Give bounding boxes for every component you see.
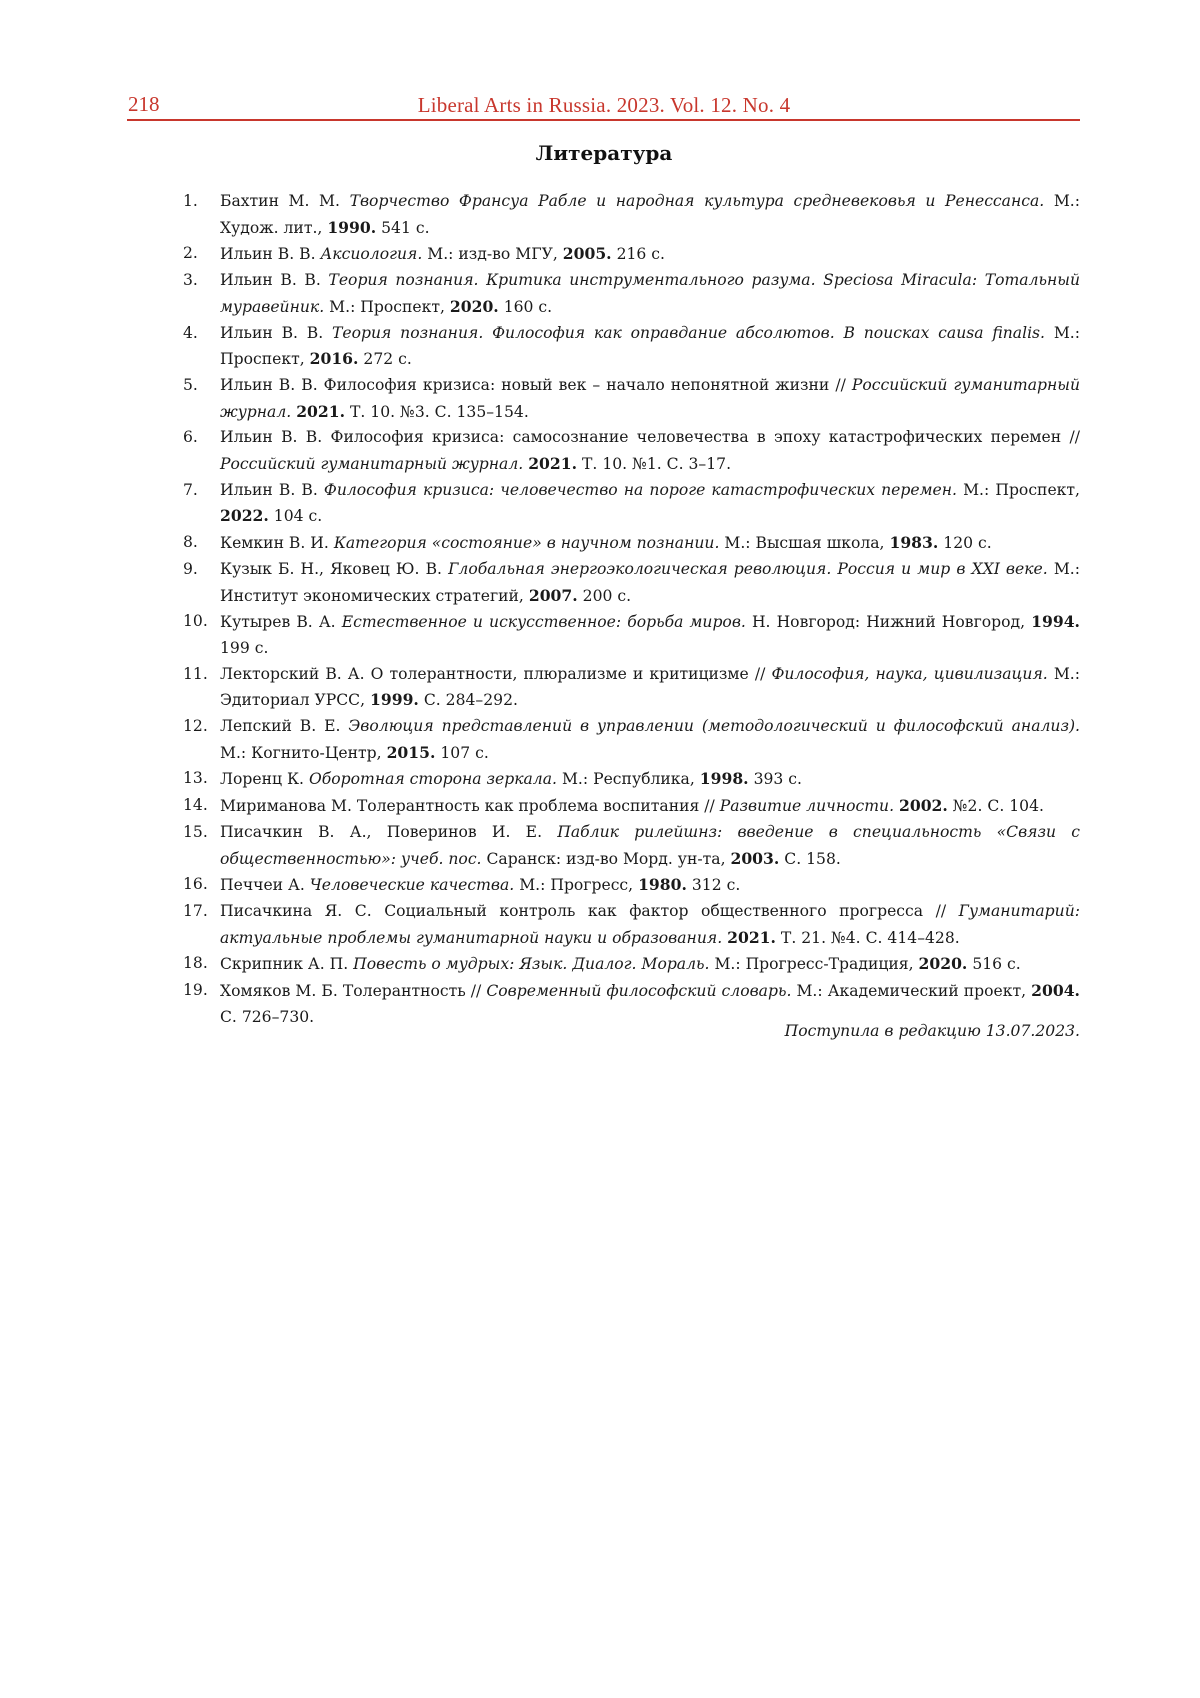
reference-item — [183, 714, 1080, 766]
reference-title: Теория познания. Критика инструментального разума. Speciosa Miracula: Тотальный муравейник. — [220, 271, 1080, 316]
reference-year: 1994. — [1031, 612, 1080, 632]
reference-year: 1999. — [370, 690, 419, 710]
reference-item — [183, 241, 1080, 268]
reference-year: 2004. — [1031, 981, 1080, 1001]
reference-text: 272 с. — [358, 350, 412, 369]
reference-text: М.: Прогресс-Традиция, — [709, 955, 919, 974]
reference-title: Российский гуманитарный журнал. — [220, 455, 524, 474]
reference-number: 14. — [183, 796, 208, 815]
reference-text: Лепский В. Е. — [220, 717, 349, 736]
reference-text: М.: Институт экономических стратегий, — [220, 559, 1081, 605]
reference-year: 2020. — [918, 954, 968, 974]
reference-text: С. 158. — [779, 849, 841, 868]
reference-text: Писачкин В. А., Поверинов И. Е. — [220, 822, 558, 841]
reference-item — [183, 189, 1080, 241]
reference-item — [183, 425, 1080, 477]
reference-text: М.: Проспект, — [220, 323, 1080, 369]
reference-title: Категория «состояние» в научном познании. — [333, 534, 720, 553]
reference-year: 1980. — [638, 875, 687, 895]
reference-number: 5. — [183, 375, 198, 394]
reference-year: 2015. — [386, 742, 436, 762]
reference-text: Ильин В. В. — [220, 245, 321, 264]
reference-text: М.: Когнито-Центр, — [220, 743, 387, 762]
reference-text: М.: Республика, — [557, 770, 700, 789]
reference-number: 16. — [183, 875, 208, 894]
page-number: 218 — [128, 92, 160, 116]
reference-text: 104 с. — [268, 507, 323, 526]
reference-text: 107 с. — [435, 743, 489, 762]
reference-text: Лоренц К. — [220, 770, 309, 789]
reference-text: 216 с. — [611, 245, 665, 264]
reference-year: 1998. — [699, 769, 749, 789]
reference-item — [183, 478, 1080, 530]
reference-item — [183, 899, 1080, 951]
reference-text: Мириманова М. Толерантность как проблема воспитания // — [220, 797, 720, 816]
reference-year: 2021. — [727, 927, 776, 947]
reference-text: Лекторский В. А. О толерантности, плюрализме и критицизме // — [220, 664, 772, 683]
reference-item — [183, 662, 1080, 714]
journal-running-head: Liberal Arts in Russia. 2023. Vol. 12. No. 4 — [417, 93, 791, 117]
reference-text: Хомяков М. Б. Толерантность // — [220, 982, 487, 1001]
reference-text: М.: Проспект, — [957, 480, 1080, 499]
reference-item — [183, 951, 1080, 978]
reference-item — [183, 793, 1080, 820]
reference-text: М.: Высшая школа, — [719, 534, 890, 553]
reference-number: 6. — [183, 428, 198, 447]
reference-title: Философия кризиса: человечество на пороге катастрофических перемен. — [323, 480, 957, 499]
reference-text: М.: Прогресс, — [514, 876, 639, 895]
reference-title: Аксиология. — [320, 245, 423, 264]
reference-text: 516 с. — [967, 955, 1021, 974]
reference-text: Бахтин М. М. — [220, 192, 350, 210]
reference-text: Ильин В. В. Философия кризиса: самосознание человечества в эпоху катастрофических перемен // — [220, 428, 1080, 447]
reference-number: 3. — [183, 271, 198, 290]
reference-text: Ильин В. В. — [220, 271, 329, 290]
reference-title: Повесть о мудрых: Язык. Диалог. Мораль. — [353, 955, 710, 974]
reference-text: Кемкин В. И. — [220, 534, 334, 553]
reference-item — [183, 872, 1080, 899]
reference-text: 160 с. — [498, 297, 553, 316]
reference-text: Кутырев В. А. — [220, 613, 342, 632]
reference-item — [183, 766, 1080, 793]
reference-year: 2020. — [449, 296, 499, 316]
reference-number: 8. — [183, 533, 198, 552]
reference-text: 393 с. — [748, 770, 802, 789]
reference-number: 12. — [183, 717, 208, 736]
header-divider — [127, 119, 1080, 121]
reference-number: 19. — [183, 981, 208, 1000]
reference-number: 1. — [183, 192, 198, 210]
reference-text: М.: Эдиториал УРСС, — [220, 664, 1080, 710]
reference-year: 2007. — [528, 585, 578, 605]
reference-text: Ильин В. В. — [220, 480, 324, 499]
reference-year: 2003. — [730, 848, 780, 868]
reference-title: Российский гуманитарный журнал. — [220, 375, 1080, 421]
reference-title: Современный философский словарь. — [486, 982, 792, 1001]
reference-text: Т. 10. №1. С. 3–17. — [577, 455, 732, 474]
reference-item — [183, 530, 1080, 557]
reference-text: М.: Академический проект, — [791, 982, 1032, 1001]
reference-number: 4. — [183, 323, 198, 342]
reference-title: Творчество Франсуа Рабле и народная культура средневековья и Ренессанса. — [349, 192, 1045, 210]
reference-text: 541 с. — [376, 218, 430, 237]
reference-title: Развитие личности. — [719, 797, 895, 816]
reference-text: М.: изд-во МГУ, — [422, 245, 563, 264]
reference-year: 2021. — [296, 401, 346, 421]
reference-title: Оборотная сторона зеркала. — [308, 770, 557, 789]
reference-text: С. 726–730. — [220, 1007, 315, 1026]
reference-text: 312 с. — [686, 876, 741, 895]
reference-item — [183, 373, 1080, 425]
reference-text: №2. С. 104. — [947, 797, 1044, 816]
section-title: Литература — [535, 141, 673, 165]
reference-number: 17. — [183, 901, 208, 920]
reference-number: 11. — [183, 664, 208, 683]
reference-list — [183, 189, 1080, 1031]
received-date-note: Поступила в редакцию 13.07.2023. — [784, 1022, 1080, 1040]
reference-text: М.: Худож. лит., — [220, 192, 1080, 237]
reference-title: Философия, наука, цивилизация. — [771, 664, 1048, 683]
reference-title: Паблик рилейшнз: введение в специальность «Связи с общественностью»: учеб. пос. — [220, 822, 1080, 868]
reference-text: Н. Новгород: Нижний Новгород, — [745, 613, 1032, 632]
reference-text: Скрипник А. П. — [220, 955, 354, 974]
reference-text: 200 с. — [577, 586, 632, 605]
reference-year: 2021. — [528, 454, 578, 474]
reference-item — [183, 321, 1080, 373]
reference-title: Эволюция представлений в управлении (методологический и философский анализ). — [348, 717, 1081, 736]
reference-text: С. 284–292. — [418, 691, 518, 710]
reference-text: М.: Проспект, — [324, 297, 450, 316]
reference-text: Писачкина Я. С. Социальный контроль как фактор общественного прогресса // — [220, 901, 959, 920]
reference-title: Гуманитарий: актуальные проблемы гуманитарной науки и образования. — [220, 901, 1080, 947]
reference-item — [183, 268, 1080, 320]
reference-text: Ильин В. В. Философия кризиса: новый век – начало непонятной жизни // — [220, 375, 852, 394]
reference-year: 2005. — [562, 244, 612, 264]
reference-year: 2016. — [309, 349, 359, 369]
reference-year: 2022. — [220, 506, 269, 526]
reference-text: 199 с. — [220, 638, 269, 657]
reference-title: Естественное и искусственное: борьба миров. — [341, 613, 746, 632]
reference-title: Глобальная энергоэкологическая революция. Россия и мир в XXI веке. — [448, 559, 1048, 578]
reference-title: Теория познания. Философия как оправдание абсолютов. В поисках causa finalis. — [332, 323, 1046, 342]
reference-text: Кузык Б. Н., Яковец Ю. В. — [220, 559, 449, 578]
reference-text: Т. 21. №4. С. 414–428. — [775, 928, 960, 947]
reference-text: Т. 10. №3. С. 135–154. — [345, 402, 529, 421]
reference-text: Ильин В. В. — [220, 323, 333, 342]
reference-year: 1990. — [327, 217, 377, 237]
reference-text: Печчеи А. — [220, 876, 310, 895]
reference-year: 2002. — [899, 796, 948, 816]
reference-title: Человеческие качества. — [309, 876, 515, 895]
reference-item — [183, 557, 1080, 609]
reference-number: 18. — [183, 954, 208, 973]
reference-number: 15. — [183, 822, 208, 841]
reference-number: 9. — [183, 559, 198, 578]
reference-item — [183, 609, 1080, 661]
reference-number: 2. — [183, 244, 198, 263]
reference-number: 13. — [183, 769, 208, 788]
reference-text: Саранск: изд-во Морд. ун-та, — [481, 849, 731, 868]
reference-year: 1983. — [889, 533, 939, 553]
reference-item — [183, 820, 1080, 872]
reference-number: 10. — [183, 612, 208, 631]
reference-number: 7. — [183, 480, 198, 499]
reference-text: 120 с. — [938, 534, 992, 553]
